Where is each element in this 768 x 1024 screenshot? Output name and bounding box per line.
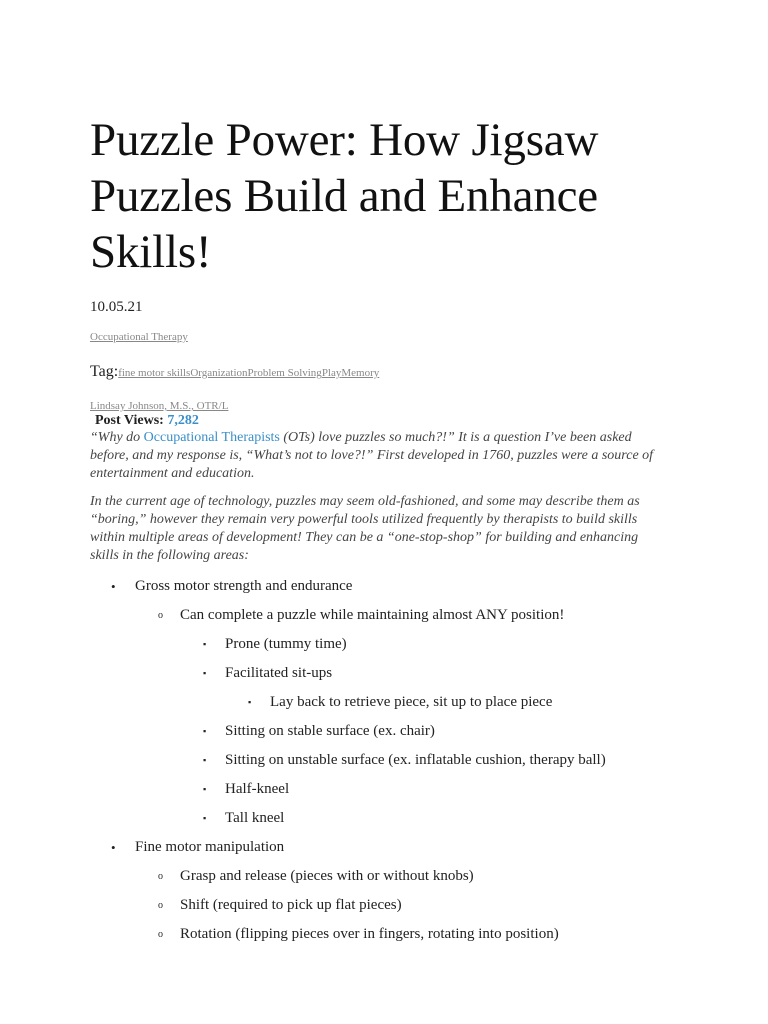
list-item [90, 833, 690, 862]
circle-bullet-icon: o [158, 900, 163, 911]
list-item [90, 804, 690, 833]
tag-link[interactable]: Problem Solving [247, 367, 322, 379]
list-item [90, 920, 690, 949]
article [90, 112, 690, 949]
list-item-text: Can complete a puzzle while maintaining almost ANY position! [180, 607, 565, 623]
list-item-text: Sitting on stable surface (ex. chair) [225, 723, 435, 739]
author [90, 400, 690, 413]
list-item-text: Shift (required to pick up flat pieces) [180, 897, 402, 913]
square-bullet-icon: ▪ [203, 639, 207, 649]
list-item [90, 775, 690, 804]
circle-bullet-icon: o [158, 610, 163, 621]
list-item-text: Gross motor strength and endurance [135, 578, 353, 594]
post-views-label: Post Views: [95, 413, 164, 428]
circle-bullet-icon: o [158, 929, 163, 940]
list-item-text: Grasp and release (pieces with or without knobs) [180, 868, 474, 884]
page-title: Puzzle Power: How Jigsaw Puzzles Build and Enhance Skills! [90, 114, 599, 278]
square-bullet-icon: ▪ [203, 668, 207, 678]
list-item-text: Fine motor manipulation [135, 839, 285, 855]
list-item-text: Prone (tummy time) [225, 636, 347, 652]
occupational-therapists-link[interactable]: Occupational Therapists [143, 430, 280, 445]
tag-link[interactable]: fine motor skills [118, 367, 191, 379]
skills-outline [90, 572, 690, 949]
body-paragraph: In the current age of technology, puzzles may seem old-fashioned, and some may describe them as “boring,” however they remain very powerful tools utilized frequently by therapists to build skills within multiple areas of development! They can be a “one-stop-shop” for building and enhancing skills in the following areas: [90, 494, 640, 563]
list-item-text: Rotation (flipping pieces over in fingers, rotating into position) [180, 926, 559, 942]
list-item [90, 862, 690, 891]
square-bullet-icon: ▪ [203, 726, 207, 736]
list-item [90, 630, 690, 659]
list-item [90, 659, 690, 688]
list-item [90, 717, 690, 746]
post-views-count: 7,282 [167, 413, 199, 428]
author-link[interactable]: Lindsay Johnson, M.S., OTR/L [90, 400, 229, 412]
category-link[interactable]: Occupational Therapy [90, 331, 188, 343]
category [90, 330, 690, 344]
list-item-text: Sitting on unstable surface (ex. inflatable cushion, therapy ball) [225, 752, 606, 768]
disc-bullet-icon: • [111, 579, 116, 594]
list-item [90, 688, 690, 717]
list-item [90, 572, 690, 601]
list-item-text: Half-kneel [225, 781, 290, 797]
tag-label: Tag: [90, 363, 119, 380]
disc-bullet-icon: • [111, 840, 116, 855]
tag-link[interactable]: Play [321, 367, 342, 379]
tag-list [90, 363, 690, 382]
tag-link[interactable]: Memory [341, 367, 380, 379]
intro-text-before: “Why do [90, 430, 144, 445]
square-bullet-icon: ▪ [203, 755, 207, 765]
list-item [90, 601, 690, 630]
list-item-text: Tall kneel [225, 810, 285, 826]
post-date: 10.05.21 [90, 299, 143, 315]
circle-bullet-icon: o [158, 871, 163, 882]
post-views [95, 413, 690, 429]
list-item-text: Lay back to retrieve piece, sit up to place piece [270, 694, 553, 710]
list-item [90, 746, 690, 775]
square-bullet-icon: ▪ [203, 784, 207, 794]
list-item [90, 891, 690, 920]
tag-link[interactable]: Organization [190, 367, 248, 379]
intro-text-after: (OTs) love puzzles so much?!” It is a question I’ve been asked before, and my response is, “What’s not to love?!” First developed in 1760, puzzles were a source of entertainment and education. [90, 430, 654, 481]
square-bullet-icon: ▪ [203, 813, 207, 823]
intro-paragraph [90, 429, 660, 483]
list-item-text: Facilitated sit-ups [225, 665, 333, 681]
square-bullet-icon: ▪ [248, 697, 252, 707]
